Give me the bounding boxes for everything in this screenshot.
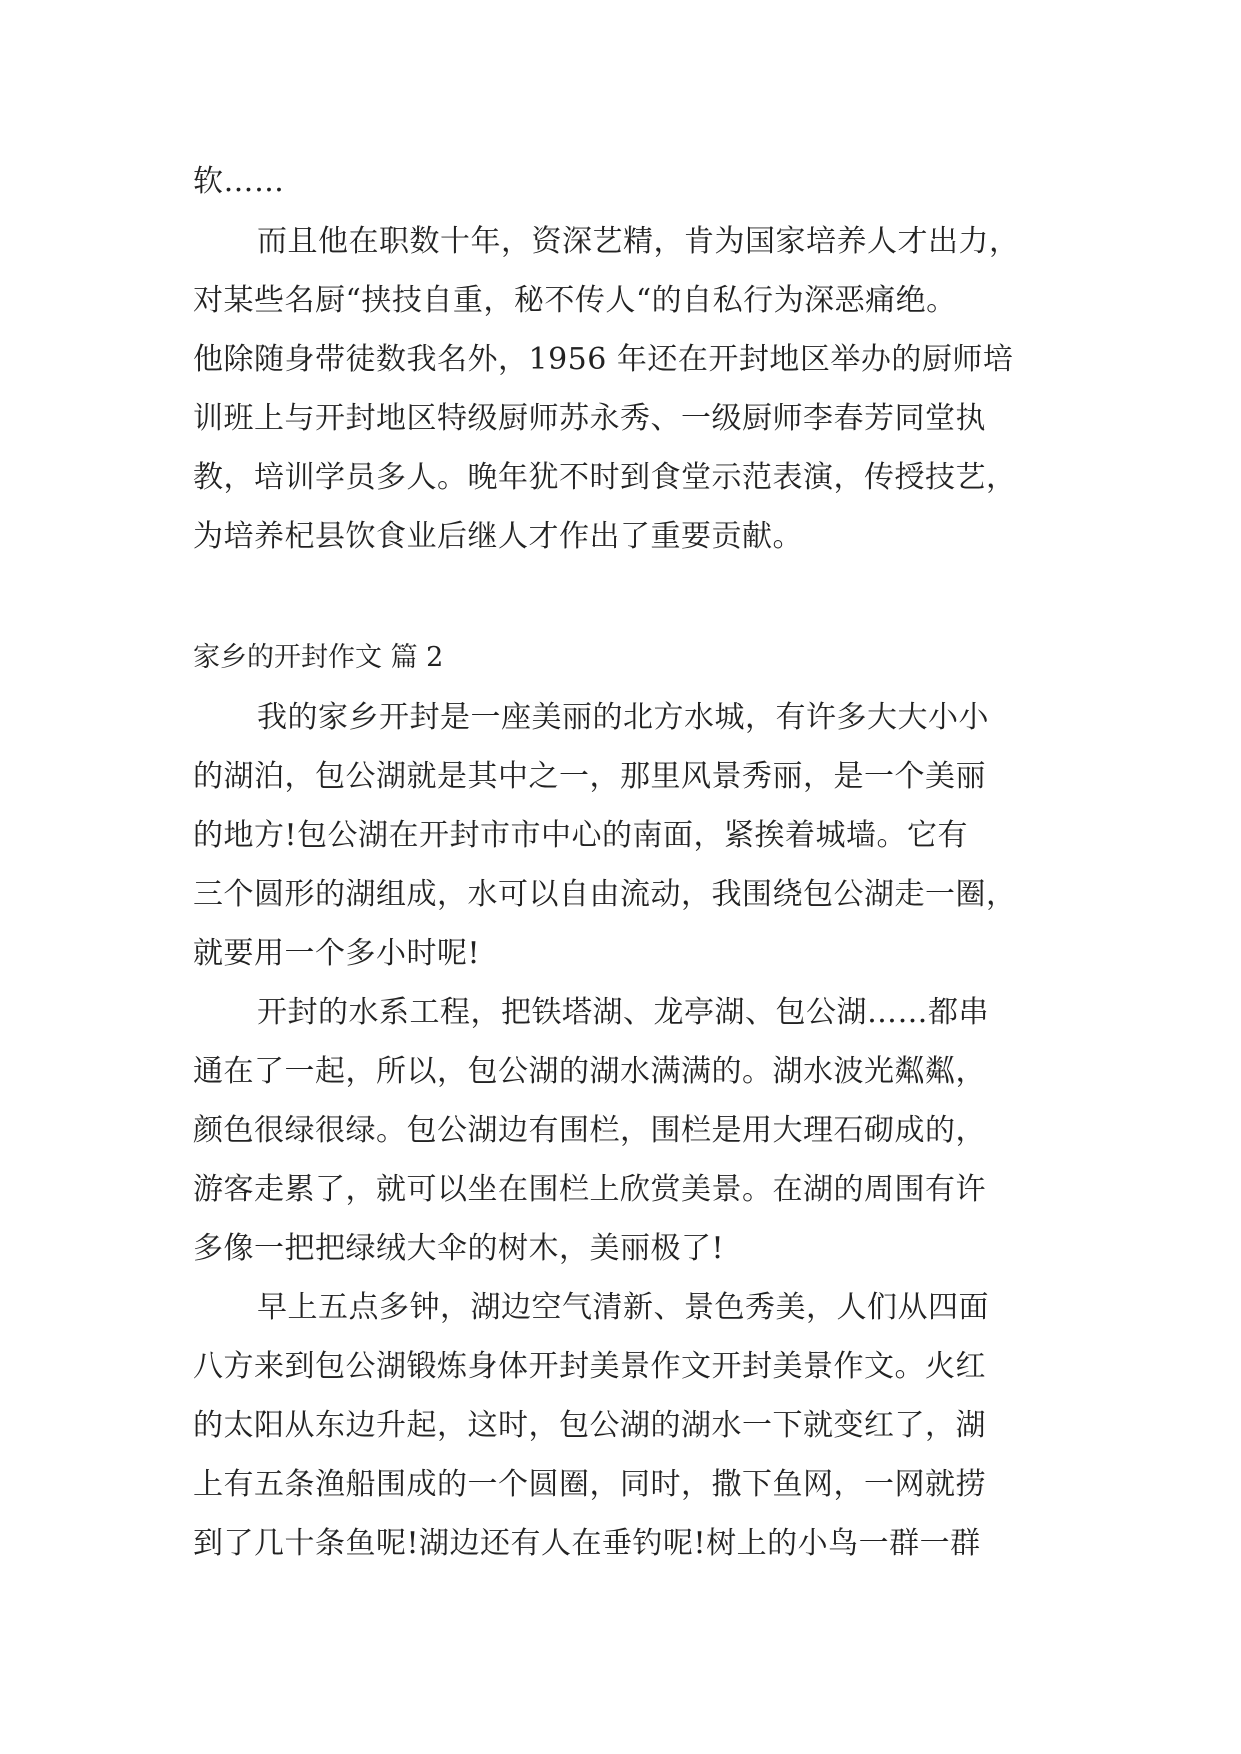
paragraph-line: 而且他在职数十年，资深艺精，肯为国家培养人才出力， bbox=[257, 224, 1020, 259]
paragraph-line: 上有五条渔船围成的一个圆圈，同时，撒下鱼网，一网就捞 bbox=[193, 1467, 986, 1502]
paragraph-line: 游客走累了，就可以坐在围栏上欣赏美景。在湖的周围有许 bbox=[193, 1172, 986, 1207]
paragraph-line: 训班上与开封地区特级厨师苏永秀、一级厨师李春芳同堂执 bbox=[193, 401, 986, 436]
continuation-text: 软…… bbox=[193, 164, 285, 199]
section-heading: 家乡的开封作文 篇 2 bbox=[193, 642, 444, 673]
paragraph-line: 我的家乡开封是一座美丽的北方水城，有许多大大小小 bbox=[257, 700, 989, 735]
paragraph-line: 颜色很绿很绿。包公湖边有围栏，围栏是用大理石砌成的， bbox=[193, 1113, 986, 1148]
paragraph-line: 三个圆形的湖组成，水可以自由流动，我围绕包公湖走一圈， bbox=[193, 877, 1017, 912]
paragraph-line: 多像一把把绿绒大伞的树木，美丽极了! bbox=[193, 1231, 725, 1266]
paragraph-line: 早上五点多钟，湖边空气清新、景色秀美，人们从四面 bbox=[257, 1290, 989, 1325]
paragraph-line: 通在了一起，所以，包公湖的湖水满满的。湖水波光粼粼， bbox=[193, 1054, 986, 1089]
paragraph-line: 就要用一个多小时呢! bbox=[193, 936, 481, 971]
paragraph-line: 的太阳从东边升起，这时，包公湖的湖水一下就变红了，湖 bbox=[193, 1408, 986, 1443]
paragraph-line: 的地方!包公湖在开封市市中心的南面，紧挨着城墙。它有 bbox=[193, 818, 969, 853]
paragraph-line: 为培养杞县饮食业后继人才作出了重要贡献。 bbox=[193, 519, 803, 554]
paragraph-line: 到了几十条鱼呢!湖边还有人在垂钓呢!树上的小鸟一群一群 bbox=[193, 1526, 981, 1561]
paragraph-line: 开封的水系工程，把铁塔湖、龙亭湖、包公湖……都串 bbox=[257, 995, 989, 1030]
paragraph-line: 他除随身带徒数我名外，1956 年还在开封地区举办的厨师培 bbox=[193, 342, 1014, 377]
paragraph-line: 教，培训学员多人。晚年犹不时到食堂示范表演，传授技艺， bbox=[193, 460, 1017, 495]
paragraph-line: 的湖泊，包公湖就是其中之一，那里风景秀丽，是一个美丽 bbox=[193, 759, 986, 794]
paragraph-line: 对某些名厨“挟技自重，秘不传人“的自私行为深恶痛绝。 bbox=[193, 283, 957, 318]
paragraph-line: 八方来到包公湖锻炼身体开封美景作文开封美景作文。火红 bbox=[193, 1349, 986, 1384]
